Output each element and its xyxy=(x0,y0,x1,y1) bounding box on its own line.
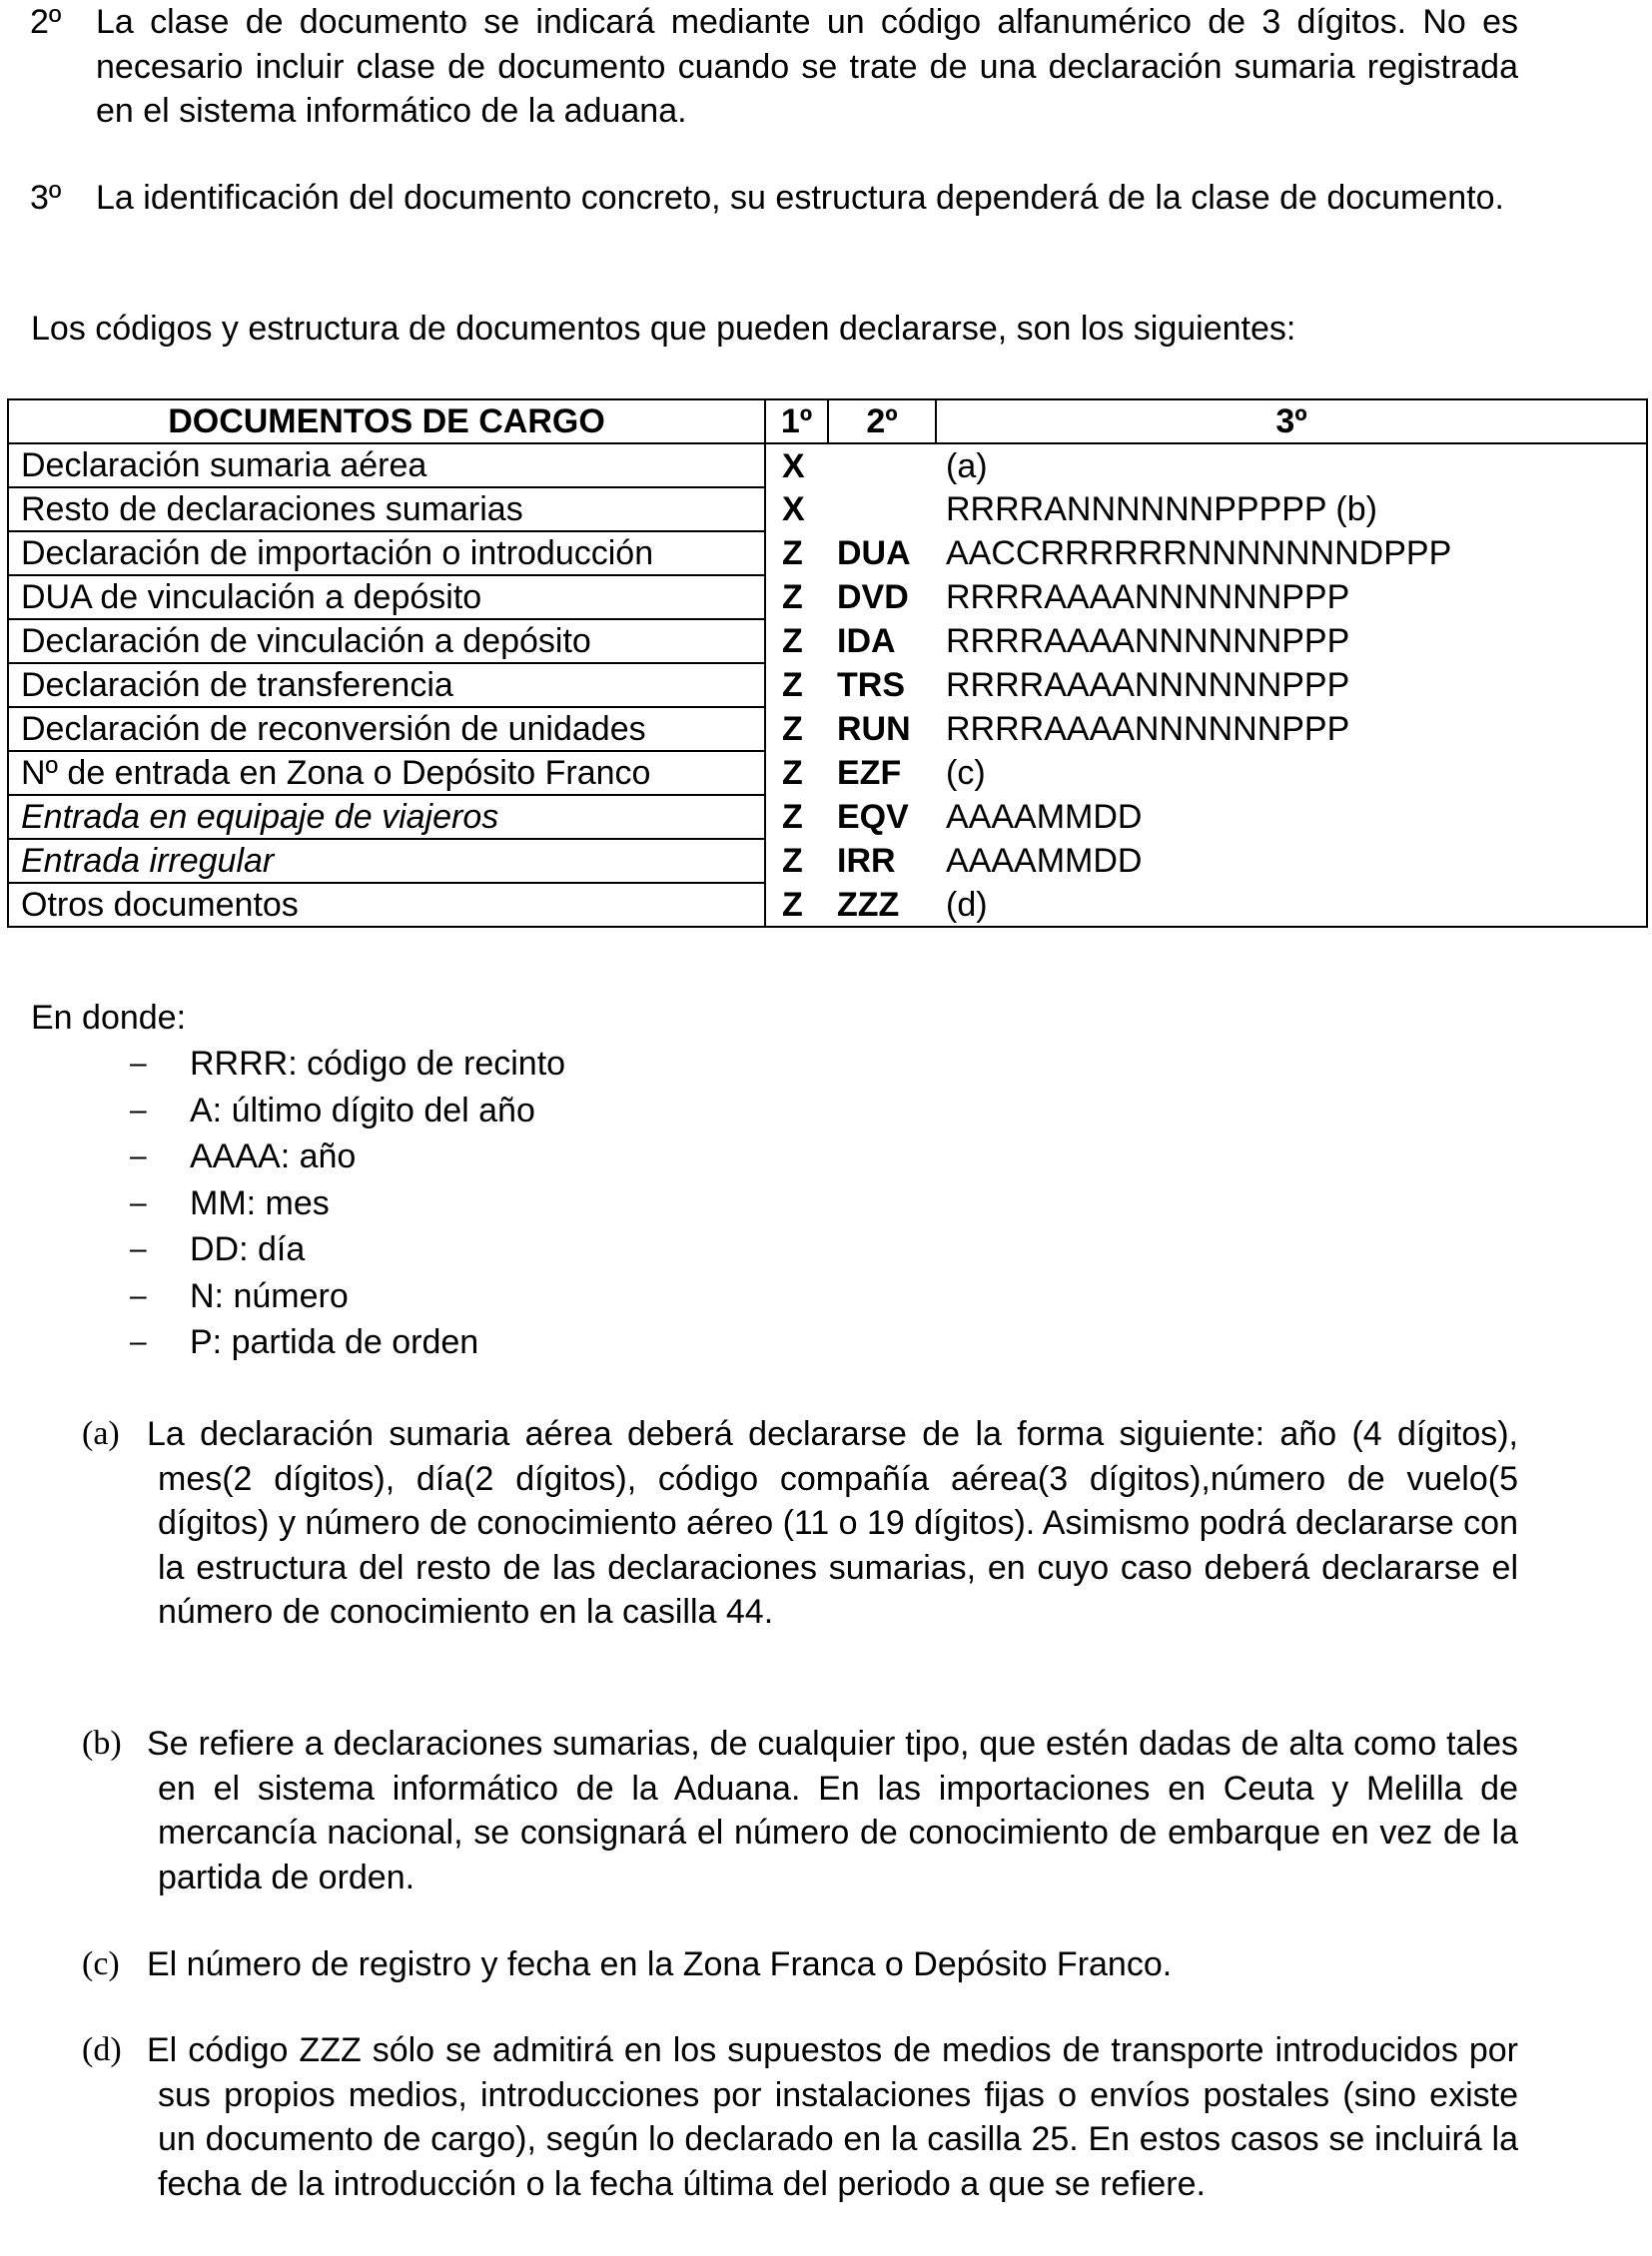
code-2-cell: TRS xyxy=(837,666,905,704)
legend-item-text: P: partida de orden xyxy=(190,1323,479,1361)
code-2-cell: DVD xyxy=(837,578,909,616)
legend-item-text: MM: mes xyxy=(190,1183,330,1222)
footnote-mark: (c) xyxy=(82,1945,120,1982)
table-row xyxy=(8,443,1647,487)
legend-heading: En donde: xyxy=(31,999,187,1037)
documents-table xyxy=(7,398,1648,928)
code-2-cell: IDA xyxy=(837,622,896,660)
table-row xyxy=(8,751,1647,795)
code-1-cell: X xyxy=(765,487,828,531)
code-2-cell: IRR xyxy=(837,842,896,880)
table-row xyxy=(8,575,1647,619)
legend-item-text: N: número xyxy=(190,1276,349,1315)
code-1-cell: Z xyxy=(765,663,828,707)
footnote xyxy=(82,1942,1518,1987)
code-1-cell: Z xyxy=(765,883,828,927)
code-3-cell: RRRRAAAANNNNNNPPP xyxy=(936,575,1647,619)
column-header: DOCUMENTOS DE CARGO xyxy=(8,399,765,443)
footnote-text: La declaración sumaria aérea deberá declararse de la forma siguiente: año (4 dígitos), mes(2 dígitos), día(2 dígitos), código compañía aérea(3 dígitos),número de vuelo(5 dígitos) y número de conocimiento aéreo (11 o 19 dígitos). Asimismo podrá declararse con la estructura del resto de las declaraciones sumarias, en cuyo caso deberá declararse el número de conocimiento en la casilla 44. xyxy=(147,1415,1518,1631)
point-number: 2º xyxy=(30,3,62,41)
code-1-cell: Z xyxy=(765,575,828,619)
footnote-mark: (d) xyxy=(82,2031,122,2068)
code-1-cell: Z xyxy=(765,751,828,795)
code-3-cell: (a) xyxy=(936,443,1647,487)
dash-bullet: – xyxy=(130,1325,147,1358)
table-row xyxy=(8,795,1647,839)
footnote xyxy=(82,1412,1518,1635)
code-2-cell: EQV xyxy=(837,798,909,836)
column-header: 3º xyxy=(936,399,1647,443)
doc-name-cell: DUA de vinculación a depósito xyxy=(8,575,765,619)
footnote-mark: (a) xyxy=(82,1415,120,1452)
code-2-cell: RUN xyxy=(837,710,911,748)
code-2-cell xyxy=(828,443,936,487)
numbered-point xyxy=(30,0,1518,134)
doc-name-cell: Entrada irregular xyxy=(8,839,765,883)
code-3-cell: (c) xyxy=(936,751,1647,795)
code-3-cell: RRRRANNNNNNPPPPP (b) xyxy=(936,487,1647,531)
dash-bullet: – xyxy=(130,1232,147,1265)
footnote-text: El código ZZZ sólo se admitirá en los supuestos de medios de transporte introducidos por sus propios medios, introducciones por instalaciones fijas o envíos postales (sino existe un documento de cargo), según lo declarado en la casilla 25. En estos casos se incluirá la fecha de la introducción o la fecha última del periodo a que se refiere. xyxy=(147,2031,1518,2203)
table-intro: Los códigos y estructura de documentos que pueden declararse, son los siguientes: xyxy=(31,310,1296,348)
table-row xyxy=(8,531,1647,575)
footnote-mark: (b) xyxy=(82,1725,122,1762)
footnote xyxy=(82,1722,1518,1899)
doc-name-cell: Declaración sumaria aérea xyxy=(8,443,765,487)
code-2-cell: ZZZ xyxy=(828,883,936,927)
footnote xyxy=(82,2028,1518,2206)
legend-item-text: AAAA: año xyxy=(190,1137,357,1175)
code-3-cell: AAAAMMDD xyxy=(936,839,1647,883)
point-number: 3º xyxy=(30,179,62,217)
code-3-cell: AACCRRRRRRNNNNNNNDPPP xyxy=(936,531,1647,575)
table-row xyxy=(8,663,1647,707)
code-2-cell: DUA xyxy=(837,534,911,572)
doc-name-cell: Declaración de vinculación a depósito xyxy=(8,619,765,663)
code-1-cell: Z xyxy=(765,839,828,883)
code-3-cell: (d) xyxy=(936,883,1647,927)
table-header-row xyxy=(8,399,1647,443)
dash-bullet: – xyxy=(130,1139,147,1172)
doc-name-cell: Declaración de reconversión de unidades xyxy=(8,707,765,751)
column-header: 2º xyxy=(828,399,936,443)
footnote-text: El número de registro y fecha en la Zona Franca o Depósito Franco. xyxy=(147,1945,1173,1983)
dash-bullet: – xyxy=(130,1047,147,1080)
code-2-cell xyxy=(828,487,936,531)
dash-bullet: – xyxy=(130,1185,147,1219)
doc-name-cell: Entrada en equipaje de viajeros xyxy=(8,795,765,839)
point-text: La identificación del documento concreto, su estructura dependerá de la clase de documento. xyxy=(96,179,1505,217)
legend-item-text: RRRR: código de recinto xyxy=(190,1045,566,1083)
dash-bullet: – xyxy=(130,1278,147,1312)
table-row xyxy=(8,839,1647,883)
code-1-cell: X xyxy=(765,443,828,487)
code-3-cell: AAAAMMDD xyxy=(936,795,1647,839)
doc-name-cell: Resto de declaraciones sumarias xyxy=(8,487,765,531)
table-row xyxy=(8,487,1647,531)
doc-name-cell: Declaración de importación o introducción xyxy=(8,531,765,575)
code-2-cell: EZF xyxy=(837,754,902,792)
column-header: 1º xyxy=(765,399,828,443)
code-1-cell: Z xyxy=(765,619,828,663)
dash-bullet: – xyxy=(130,1093,147,1127)
code-1-cell: Z xyxy=(765,707,828,751)
numbered-point xyxy=(30,176,1518,221)
legend-item-text: DD: día xyxy=(190,1230,306,1268)
doc-name-cell: Otros documentos xyxy=(8,883,765,927)
code-1-cell: Z xyxy=(765,531,828,575)
doc-name-cell: Nº de entrada en Zona o Depósito Franco xyxy=(8,751,765,795)
code-3-cell: RRRRAAAANNNNNNPPP xyxy=(936,663,1647,707)
table-row xyxy=(8,619,1647,663)
code-3-cell: RRRRAAAANNNNNNPPP xyxy=(936,707,1647,751)
table-row xyxy=(8,707,1647,751)
code-1-cell: Z xyxy=(765,795,828,839)
doc-name-cell: Declaración de transferencia xyxy=(8,663,765,707)
legend-item-text: A: último dígito del año xyxy=(190,1091,535,1129)
point-text: La clase de documento se indicará mediante un código alfanumérico de 3 dígitos. No es necesario incluir clase de documento cuando se trate de una declaración sumaria registrada en el sistema informático de la aduana. xyxy=(96,3,1518,130)
table-row xyxy=(8,883,1647,927)
code-3-cell: RRRRAAAANNNNNNPPP xyxy=(936,619,1647,663)
footnote-text: Se refiere a declaraciones sumarias, de cualquier tipo, que estén dadas de alta como tales en el sistema informático de la Aduana. En las importaciones en Ceuta y Melilla de mercancía nacional, se consignará el número de conocimiento de embarque en vez de la partida de orden. xyxy=(147,1725,1518,1896)
